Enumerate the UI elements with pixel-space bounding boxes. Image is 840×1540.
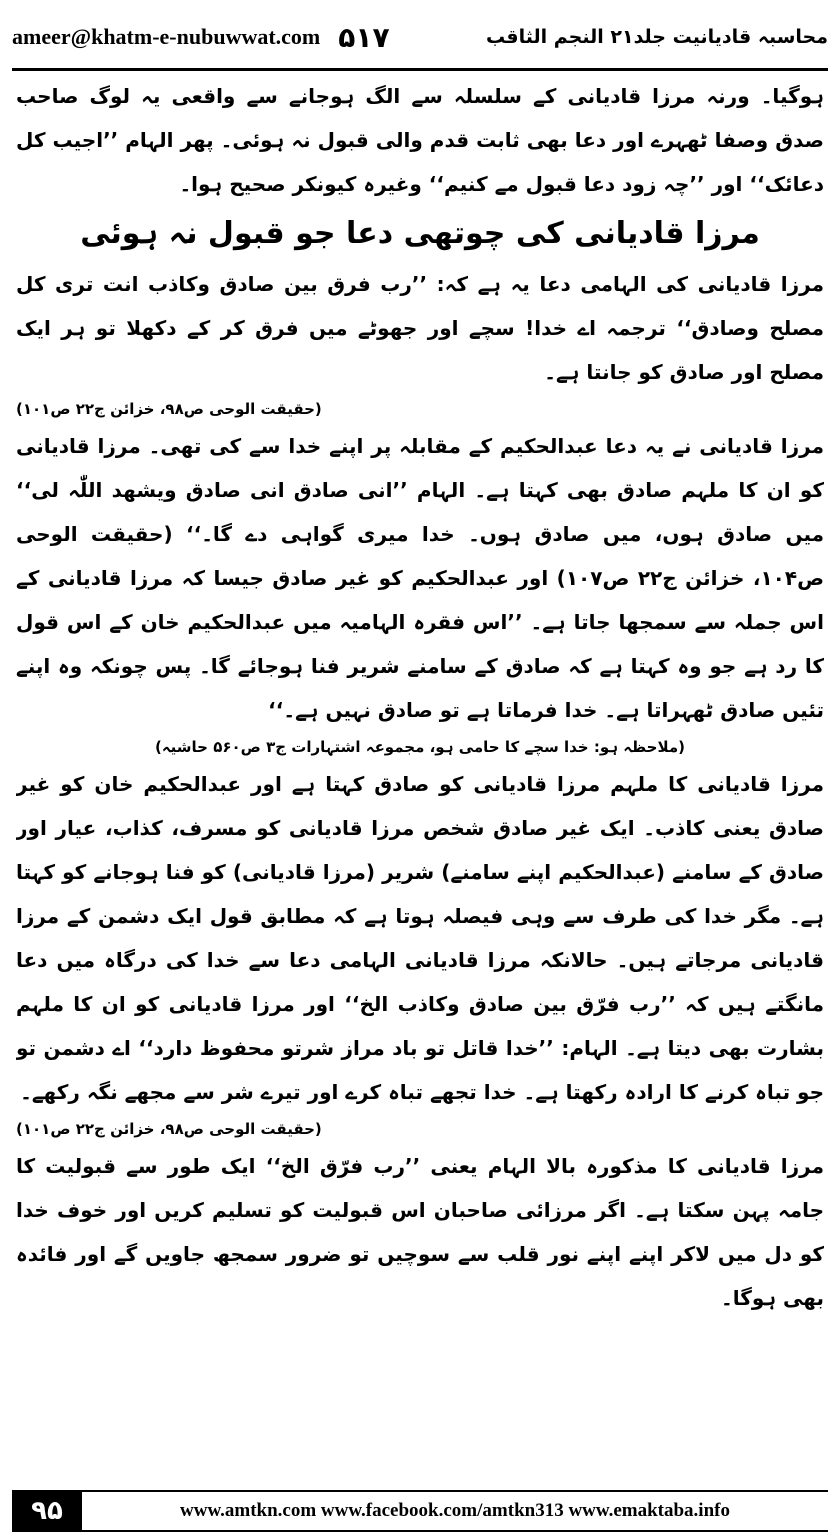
reference-2: (ملاحظہ ہو: خدا سچے کا حامی ہو، مجموعہ اشتہارات ج۳ ص۵۶۰ حاشیہ) <box>155 738 685 756</box>
paragraph-conclusion: مرزا قادیانی کا مذکورہ بالا الہام یعنی ’’رب فرّق الخ‘‘ ایک طور سے قبولیت کا جامہ پہن سکتا ہے۔ اگر مرزائی صاحبان اس قبولیت کو تسلیم کریں اور خوف خدا کو دل میں لاکر اپنے اپنے نور قلب سے سوچیں تو ضرور سمجھ جاویں گے اور فائدہ بھی ہوگا۔ <box>16 1154 824 1310</box>
reference-3: (حقیقت الوحی ص۹۸، خزائن ج۲۲ ص۱۰۱) <box>16 1120 322 1138</box>
header-email[interactable]: ameer@khatm-e-nubuwwat.com <box>12 24 321 49</box>
reference-1: (حقیقت الوحی ص۹۸، خزائن ج۲۲ ص۱۰۱) <box>16 400 322 418</box>
footer-page-badge: ۹۵ <box>12 1490 82 1532</box>
paragraph-abdul-hakeem: مرزا قادیانی نے یہ دعا عبدالحکیم کے مقابلہ پر اپنے خدا سے کی تھی۔ مرزا قادیانی کو ان کا ملہم صادق بھی کہتا ہے۔ الہام ’’انی صادق انی صادق ویشھد اللّٰہ لی‘‘ میں صادق ہوں، میں صادق ہوں۔ خدا میری گواہی دے گا۔‘‘ (حقیقت الوحی ص۱۰۴، خزائن ج۲۲ ص۱۰۷) اور عبدالحکیم کو غیر صادق جیسا کہ مرزا قادیانی کے اس جملہ سے سمجھا جاتا ہے۔ ’’اس فقرہ الہامیہ میں عبدالحکیم خان کے اس قول کا رد ہے جو وہ کہتا ہے کہ صادق کے سامنے شریر فنا ہوجائے گا۔ پس چونکہ وہ اپنے تئیں صادق ٹھہراتا ہے۔ خدا فرماتا ہے تو صادق نہیں ہے۔‘‘ <box>16 434 824 722</box>
header-page-number: ۵۱۷ <box>338 20 390 54</box>
page-content <box>16 74 824 1482</box>
page-footer <box>12 1490 828 1532</box>
header-book-title: محاسبہ قادیانیت جلد۲۱ النجم الثاقب <box>486 26 828 48</box>
section-heading: مرزا قادیانی کی چوتھی دعا جو قبول نہ ہوئی <box>80 216 760 251</box>
paragraph-mulham: مرزا قادیانی کا ملہم مرزا قادیانی کو صادق کہتا ہے اور عبدالحکیم خان کو غیر صادق یعنی کاذب۔ ایک غیر صادق شخص مرزا قادیانی کو مسرف، کذاب، عیار اور صادق کے سامنے (عبدالحکیم اپنے سامنے) شریر (مرزا قادیانی) کو فنا ہوجانے کو کہتا ہے۔ مگر خدا کی طرف سے وہی فیصلہ ہوتا ہے کہ مطابق قول ایک دشمن کے مرزا قادیانی مرجاتے ہیں۔ حالانکہ مرزا قادیانی الہامی دعا سے خدا کی درگاہ میں دعا مانگتے ہیں کہ ’’رب فرّق بین صادق وکاذب الخ‘‘ اور مرزا قادیانی کو ان کا ملہم بشارت بھی دیتا ہے۔ الہام: ’’خدا قاتل تو باد مراز شرتو محفوظ دارد‘‘ اے دشمن تو جو تباہ کرنے کا ارادہ رکھتا ہے۔ خدا تجھے تباہ کرے اور تیرے شر سے مجھے نگہ رکھے۔ <box>16 772 824 1104</box>
page-header <box>12 6 828 71</box>
paragraph-intro: ہوگیا۔ ورنہ مرزا قادیانی کے سلسلہ سے الگ ہوجانے سے واقعی یہ لوگ صاحب صدق وصفا ٹھہرے اور دعا بھی ثابت قدم والی قبول نہ ہوئی۔ پھر الہام ’’اجیب کل دعائک‘‘ اور ’’چہ زود دعا قبول مے کنیم‘‘ وغیرہ کیونکر صحیح ہوا۔ <box>16 84 824 196</box>
footer-links[interactable]: www.amtkn.com www.facebook.com/amtkn313 www.emaktaba.info <box>82 1490 828 1532</box>
paragraph-dua: مرزا قادیانی کی الہامی دعا یہ ہے کہ: ’’رب فرق بین صادق وکاذب انت تری کل مصلح وصادق‘‘ ترجمہ اے خدا! سچے اور جھوٹے میں فرق کر کے دکھلا تو ہر ایک مصلح اور صادق کو جانتا ہے۔ <box>16 272 824 384</box>
header-left <box>12 21 390 54</box>
